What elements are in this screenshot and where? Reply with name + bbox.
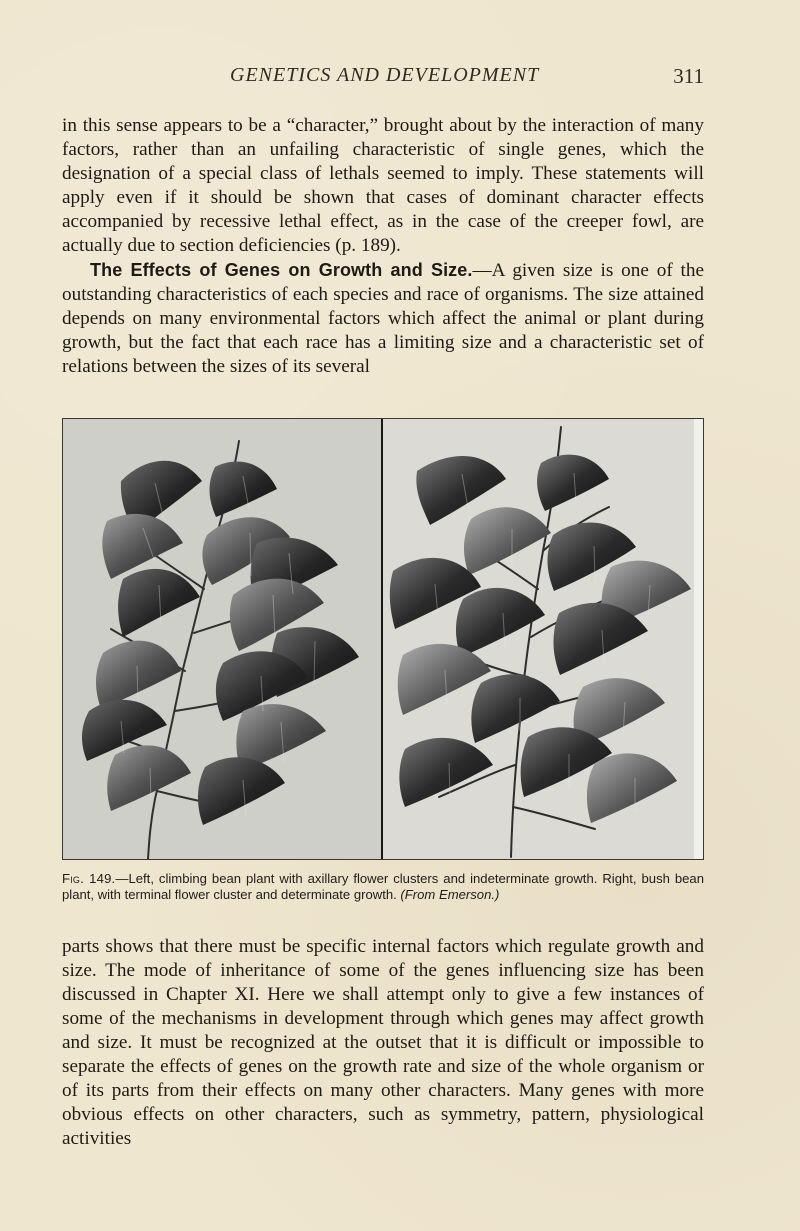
figure-149: [62, 418, 704, 860]
figure-right-panel: [383, 419, 704, 860]
figure-caption: [62, 871, 704, 903]
top-text-block: [62, 114, 704, 379]
bush-bean-plant-image: [383, 419, 704, 860]
paragraph-3: parts shows that there must be specific internal factors which regulate growth and size. The mode of inheritance of some of the genes influencing size has been discussed in Chapter XI. Here we shall attempt only to give a few instances of some of the mechanisms in development through which genes may affect growth and size. It must be recognized at the outset that it is difficult or impossible to separate the effects of genes on the growth rate and size of the whole organism or of its parts from their effects on many other characters. Many genes with more obvious effects on other characters, such as symmetry, pattern, physiological activities: [62, 936, 704, 1149]
bottom-text-block: [62, 935, 704, 1151]
page-number: 311: [673, 64, 704, 88]
figure-source: (From Emerson.): [400, 887, 500, 902]
paragraph-2-text: —A given size is one of the outstanding characteristics of each species and race of organisms. The size attained depends on many environmental factors which affect the animal or plant during growth, but the fact that each race has a limiting size and a characteristic set of relations between the sizes of its several: [62, 260, 705, 377]
figure-label: Fig. 149.: [62, 871, 116, 886]
figure-left-panel: [63, 419, 383, 860]
running-title: GENETICS AND DEVELOPMENT: [230, 64, 540, 86]
section-heading: The Effects of Genes on Growth and Size.: [90, 260, 473, 280]
climbing-bean-plant-image: [63, 419, 383, 860]
paragraph-1: in this sense appears to be a “character,” brought about by the interaction of many factors, rather than an unfailing characteristic of single genes, which the designation of a special class of lethals seemed to imply. These statements will apply even if it should be shown that cases of dominant character effects accompanied by recessive lethal effect, as in the case of the creeper fowl, are actually due to section deficiencies (p. 189).: [62, 115, 704, 256]
figure-caption-text: —Left, climbing bean plant with axillary flower clusters and indeterminate growth. Right, bush bean plant, with terminal flower cluster and determinate growth.: [62, 871, 704, 902]
paragraph-2: [62, 258, 704, 379]
running-head: [62, 64, 704, 94]
